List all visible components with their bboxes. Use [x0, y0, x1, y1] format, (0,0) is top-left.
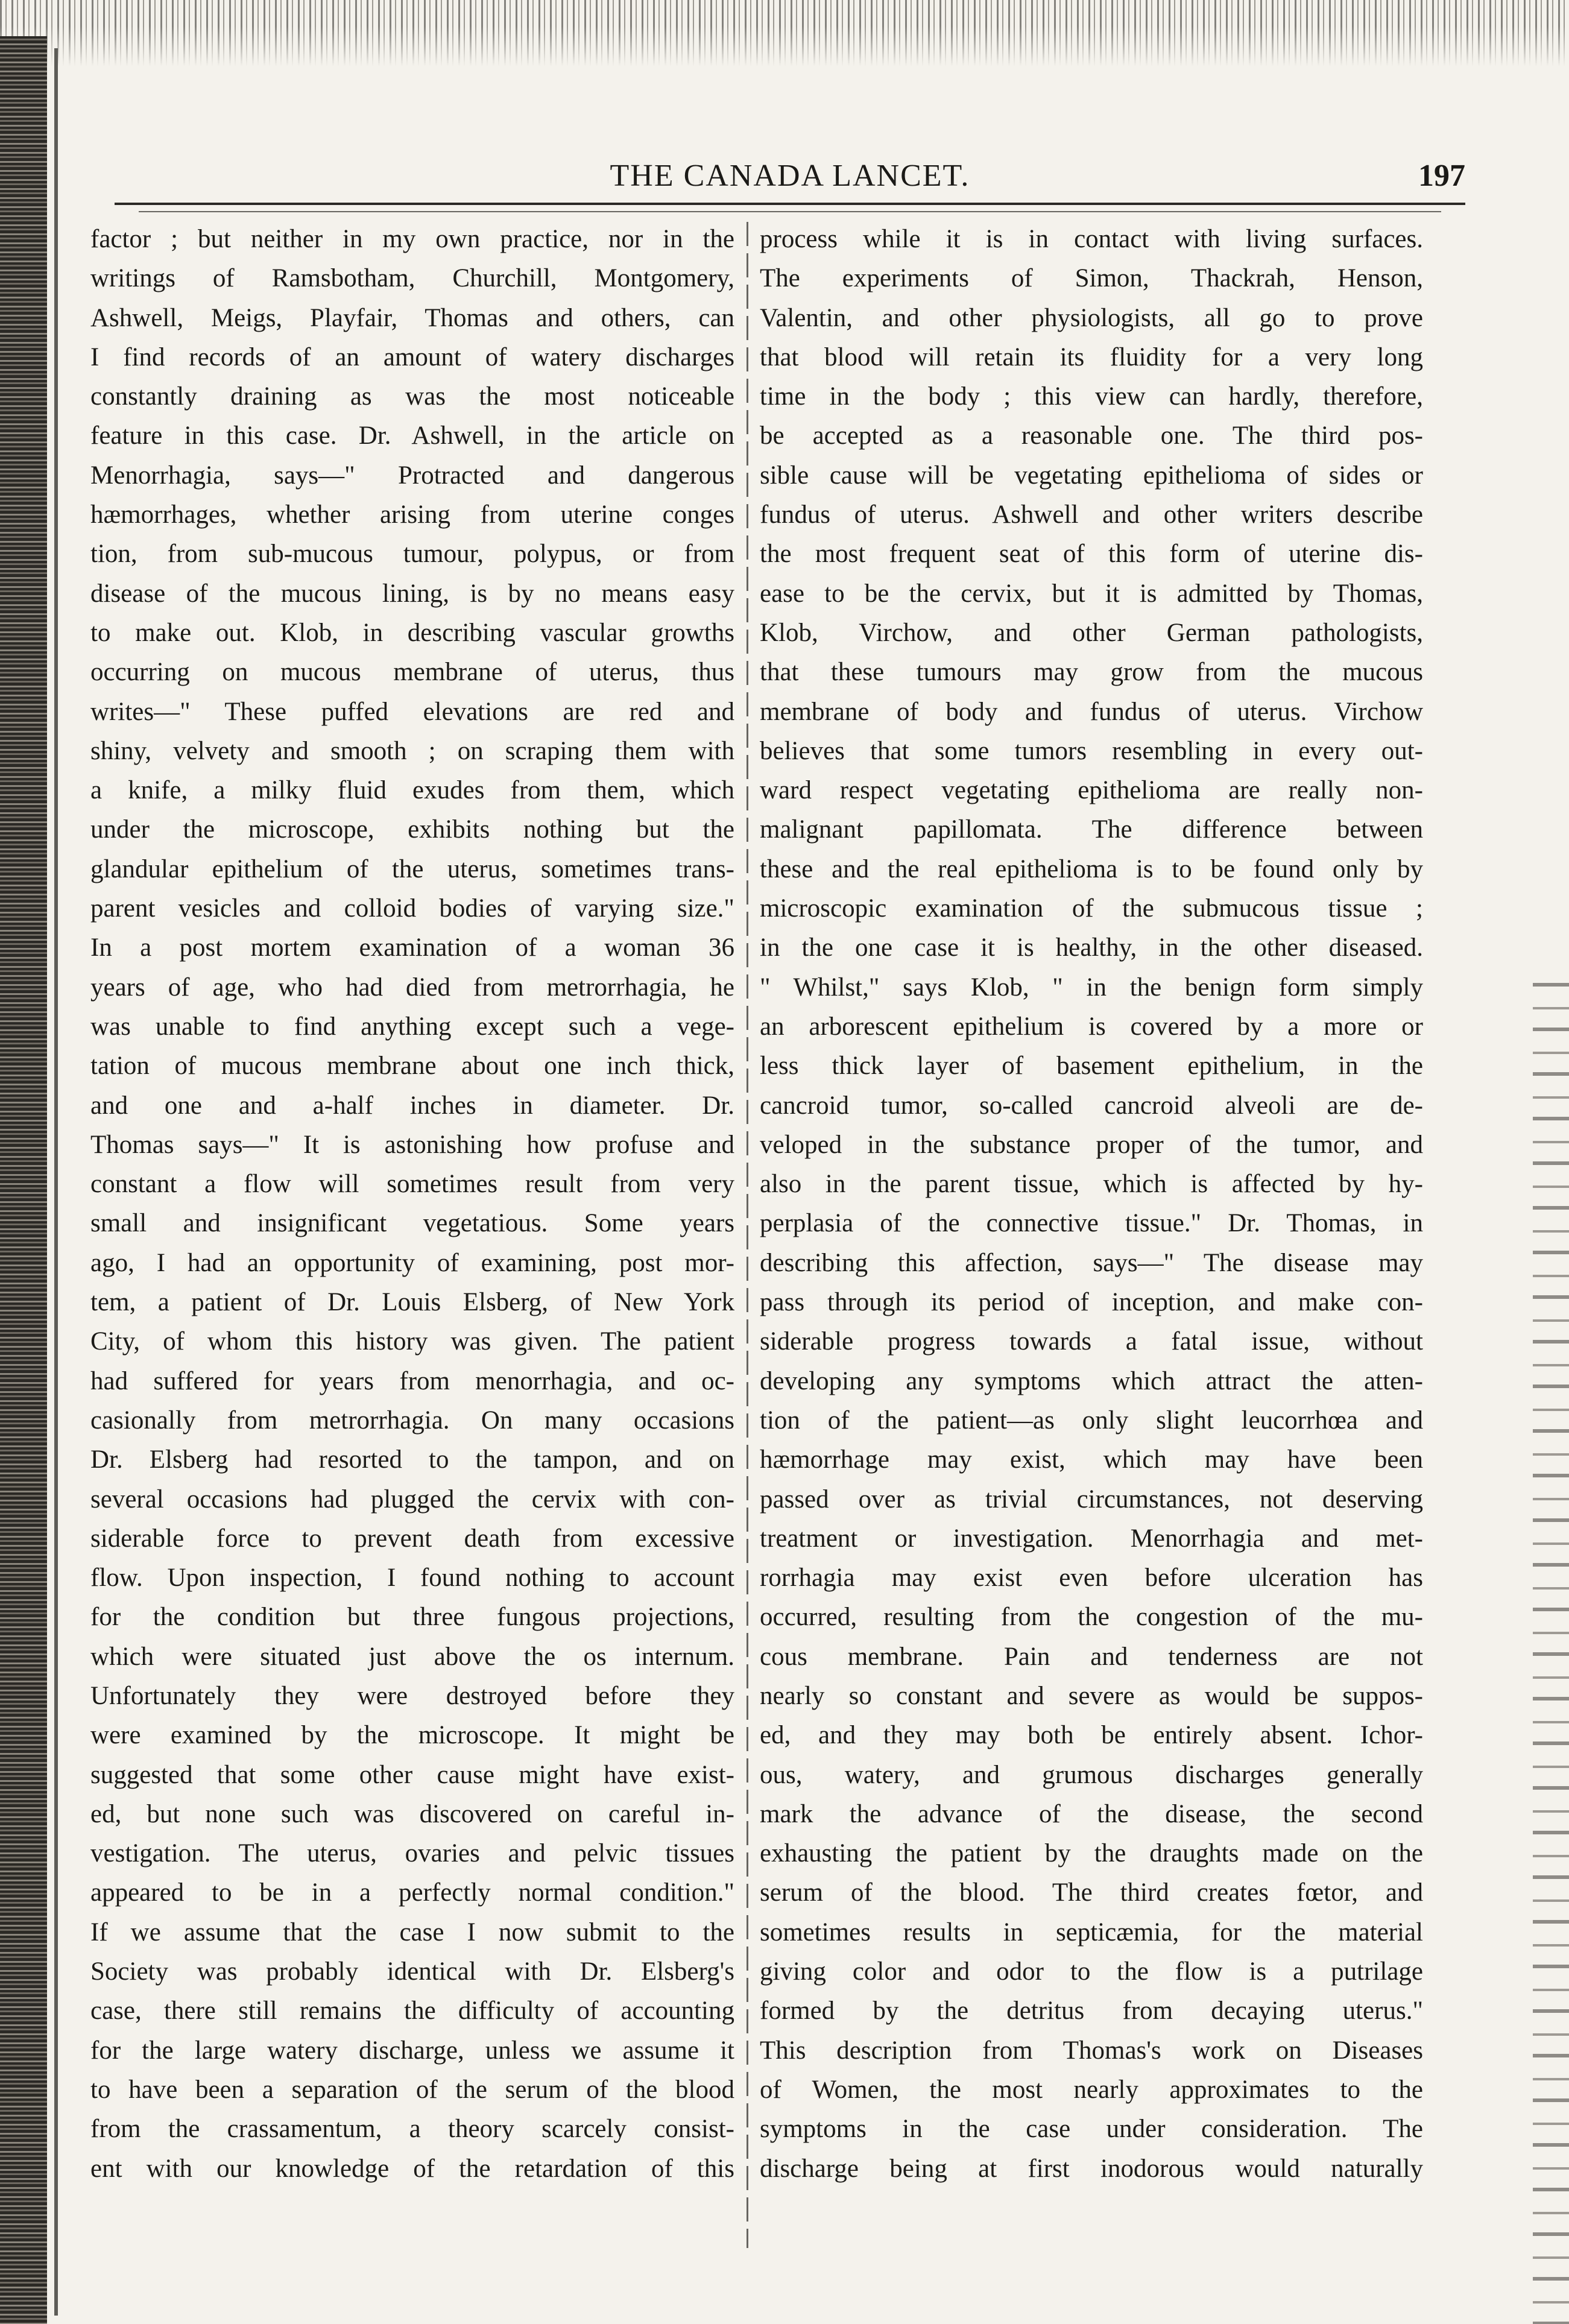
left-column-line: had suffered for years from menorrhagia, and oc- [90, 1366, 734, 1395]
scan-edge-right [1533, 965, 1569, 2324]
left-column [90, 219, 734, 2188]
left-column-line: from the crassamentum, a theory scarcely consist- [90, 2115, 734, 2144]
left-column-line: disease of the mucous lining, is by no means easy [90, 579, 734, 608]
left-column-line: was unable to find anything except such a vege- [90, 1012, 734, 1041]
left-column-line: were examined by the microscope. It might be [90, 1721, 734, 1750]
right-column-line: nearly so constant and severe as would be suppos- [760, 1681, 1423, 1710]
left-column-line: Society was probably identical with Dr. Elsberg's [90, 1957, 734, 1986]
left-column-line: suggested that some other cause might have exist- [90, 1760, 734, 1789]
right-column-line: be accepted as a reasonable one. The third pos- [760, 422, 1423, 450]
left-column-line: tem, a patient of Dr. Louis Elsberg, of New York [90, 1288, 734, 1317]
right-column-line: describing this affection, says—" The disease may [760, 1248, 1423, 1277]
right-column-line: membrane of body and fundus of uterus. Virchow [760, 697, 1423, 726]
right-column-line: mark the advance of the disease, the second [760, 1799, 1423, 1828]
left-column-line: and one and a-half inches in diameter. Dr. [90, 1091, 734, 1120]
right-column-line: Valentin, and other physiologists, all go to prove [760, 303, 1423, 332]
left-column-line: appeared to be in a perfectly normal condition." [90, 1878, 734, 1907]
right-column-line: ed, and they may both be entirely absent. Ichor- [760, 1721, 1423, 1750]
left-column-line: casionally from metrorrhagia. On many occasions [90, 1406, 734, 1435]
left-column-line: for the large watery discharge, unless we assume it [90, 2036, 734, 2065]
left-column-line: In a post mortem examination of a woman 36 [90, 933, 734, 962]
right-column-line: This description from Thomas's work on Diseases [760, 2036, 1423, 2065]
left-column-line: Dr. Elsberg had resorted to the tampon, and on [90, 1445, 734, 1474]
right-column-line: ous, watery, and grumous discharges generally [760, 1760, 1423, 1789]
left-column-line: occurring on mucous membrane of uterus, thus [90, 658, 734, 687]
left-column-line: factor ; but neither in my own practice, nor in the [90, 225, 734, 253]
left-column-line: ed, but none such was discovered on careful in- [90, 1799, 734, 1828]
right-column-line: The experiments of Simon, Thackrah, Henson, [760, 264, 1423, 293]
page-number: 197 [1418, 159, 1465, 193]
right-column-line: hæmorrhage may exist, which may have been [760, 1445, 1423, 1474]
right-column-line: the most frequent seat of this form of uterine dis- [760, 540, 1423, 569]
left-column-line: Unfortunately they were destroyed before they [90, 1681, 734, 1710]
left-column-line: Menorrhagia, says—" Protracted and dangerous [90, 461, 734, 490]
right-column-line: that blood will retain its fluidity for a very long [760, 343, 1423, 371]
right-column-line: occurred, resulting from the congestion of the mu- [760, 1603, 1423, 1632]
right-column-line: cous membrane. Pain and tenderness are not [760, 1642, 1423, 1671]
left-column-line: years of age, who had died from metrorrhagia, he [90, 973, 734, 1002]
right-column-line: cancroid tumor, so-called cancroid alveoli are de- [760, 1091, 1423, 1120]
right-column-line: giving color and odor to the flow is a putrilage [760, 1957, 1423, 1986]
right-column-line: treatment or investigation. Menorrhagia and met- [760, 1524, 1423, 1553]
right-column-line: sible cause will be vegetating epithelioma of sides or [760, 461, 1423, 490]
right-column-line: perplasia of the connective tissue." Dr. Thomas, in [760, 1209, 1423, 1238]
left-column-line: a knife, a milky fluid exudes from them, which [90, 776, 734, 805]
right-column-line: sometimes results in septicæmia, for the material [760, 1918, 1423, 1947]
right-column-line: less thick layer of basement epithelium, in the [760, 1052, 1423, 1081]
right-column-line: passed over as trivial circumstances, not deserving [760, 1485, 1423, 1514]
right-column-line: veloped in the substance proper of the tumor, and [760, 1130, 1423, 1159]
header-rule [115, 203, 1465, 205]
left-column-line: small and insignificant vegetatious. Some years [90, 1209, 734, 1238]
right-column-line: serum of the blood. The third creates fœtor, and [760, 1878, 1423, 1907]
right-column-line: discharge being at first inodorous would naturally [760, 2154, 1423, 2183]
left-column-line: tation of mucous membrane about one inch thick, [90, 1052, 734, 1081]
left-column-line: constant a flow will sometimes result from very [90, 1170, 734, 1199]
binding-edge-line [54, 48, 58, 2316]
right-column-line: " Whilst," says Klob, " in the benign form simply [760, 973, 1423, 1002]
right-column-line: symptoms in the case under consideration. The [760, 2115, 1423, 2144]
header-rule-thin [139, 211, 1441, 212]
left-column-line: writes—" These puffed elevations are red and [90, 697, 734, 726]
right-column-line: pass through its period of inception, and make con- [760, 1288, 1423, 1317]
right-column-line: exhausting the patient by the draughts made on the [760, 1839, 1423, 1868]
left-column-line: for the condition but three fungous projections, [90, 1603, 734, 1632]
running-title: THE CANADA LANCET. [610, 159, 970, 193]
page-header [115, 158, 1465, 206]
left-column-line: case, there still remains the difficulty of accounting [90, 1997, 734, 2026]
right-column-line: siderable progress towards a fatal issue, without [760, 1327, 1423, 1356]
left-column-line: flow. Upon inspection, I found nothing to account [90, 1564, 734, 1593]
right-column [760, 219, 1423, 2188]
right-column-line: fundus of uterus. Ashwell and other writers describe [760, 500, 1423, 529]
left-column-line: glandular epithelium of the uterus, sometimes trans- [90, 854, 734, 883]
right-column-line: in the one case it is healthy, in the other diseased. [760, 933, 1423, 962]
right-column-line: of Women, the most nearly approximates to the [760, 2075, 1423, 2104]
right-column-line: also in the parent tissue, which is affected by hy- [760, 1170, 1423, 1199]
left-column-line: ago, I had an opportunity of examining, post mor- [90, 1248, 734, 1277]
left-column-line: under the microscope, exhibits nothing but the [90, 815, 734, 844]
right-column-line: rorrhagia may exist even before ulceration has [760, 1564, 1423, 1593]
right-column-line: malignant papillomata. The difference between [760, 815, 1423, 844]
left-column-line: Ashwell, Meigs, Playfair, Thomas and others, can [90, 303, 734, 332]
left-column-line: If we assume that the case I now submit to the [90, 1918, 734, 1947]
right-column-line: ward respect vegetating epithelioma are really non- [760, 776, 1423, 805]
scan-edge-left [0, 36, 47, 2324]
right-column-line: these and the real epithelioma is to be found only by [760, 854, 1423, 883]
left-column-line: shiny, velvety and smooth ; on scraping them with [90, 736, 734, 765]
left-column-line: to have been a separation of the serum of the blood [90, 2075, 734, 2104]
left-column-line: I find records of an amount of watery discharges [90, 343, 734, 371]
right-column-line: ease to be the cervix, but it is admitted by Thomas, [760, 579, 1423, 608]
left-column-line: feature in this case. Dr. Ashwell, in the article on [90, 422, 734, 450]
right-column-line: microscopic examination of the submucous tissue ; [760, 894, 1423, 923]
left-column-line: City, of whom this history was given. The patient [90, 1327, 734, 1356]
right-column-line: believes that some tumors resembling in every out- [760, 736, 1423, 765]
right-column-line: formed by the detritus from decaying uterus." [760, 1997, 1423, 2026]
right-column-line: that these tumours may grow from the mucous [760, 658, 1423, 687]
right-column-line: time in the body ; this view can hardly, therefore, [760, 382, 1423, 411]
right-column-line: Klob, Virchow, and other German pathologists, [760, 618, 1423, 647]
right-column-line: an arborescent epithelium is covered by a more or [760, 1012, 1423, 1041]
left-column-line: siderable force to prevent death from excessive [90, 1524, 734, 1553]
left-column-line: several occasions had plugged the cervix with con- [90, 1485, 734, 1514]
column-divider [747, 222, 748, 2248]
left-column-line: to make out. Klob, in describing vascular growths [90, 618, 734, 647]
right-column-line: process while it is in contact with living surfaces. [760, 225, 1423, 253]
left-column-line: vestigation. The uterus, ovaries and pelvic tissues [90, 1839, 734, 1868]
left-column-line: constantly draining as was the most noticeable [90, 382, 734, 411]
left-column-line: which were situated just above the os internum. [90, 1642, 734, 1671]
scan-edge-top [0, 0, 1569, 66]
left-column-line: writings of Ramsbotham, Churchill, Montgomery, [90, 264, 734, 293]
left-column-line: hæmorrhages, whether arising from uterine conges [90, 500, 734, 529]
left-column-line: tion, from sub-mucous tumour, polypus, or from [90, 540, 734, 569]
left-column-line: ent with our knowledge of the retardation of this [90, 2154, 734, 2183]
right-column-line: tion of the patient—as only slight leucorrhœa and [760, 1406, 1423, 1435]
right-column-line: developing any symptoms which attract the atten- [760, 1366, 1423, 1395]
left-column-line: Thomas says—" It is astonishing how profuse and [90, 1130, 734, 1159]
left-column-line: parent vesicles and colloid bodies of varying size." [90, 894, 734, 923]
